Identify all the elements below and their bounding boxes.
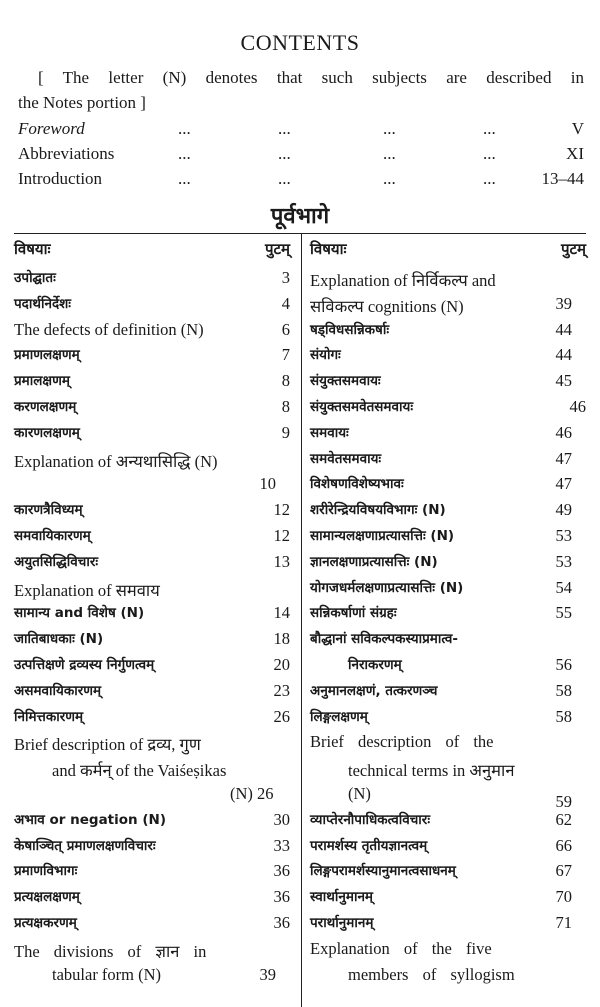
- toc-entry: परामर्शस्य तृतीयज्ञानत्वम् 66: [310, 835, 572, 855]
- toc-entry: कारणलक्षणम् 9: [14, 422, 290, 442]
- front-matter-foreword: Foreword ... ... ... ... V: [18, 119, 584, 138]
- toc-entry: अयुतसिद्धिविचारः 13: [14, 551, 290, 571]
- left-column-header: [14, 236, 290, 266]
- left-column: [14, 236, 290, 988]
- toc-entry: लिङ्गपरामर्शस्यानुमानत्वसाधनम् 67: [310, 861, 572, 881]
- toc-entry: परार्थानुमानम् 71: [310, 912, 572, 932]
- toc-entry: कारणत्रैविध्यम् 12: [14, 500, 290, 520]
- toc-entry: बौद्धानां सविकल्पकस्याप्रमात्व-: [310, 631, 459, 648]
- toc-entry: tabular form (N) 39: [52, 964, 276, 984]
- toc-entry: प्रत्यक्षकरणम् 36: [14, 912, 290, 932]
- toc-entry: सामान्यलक्षणाप्रत्यासत्तिः (N) 53: [310, 525, 572, 545]
- toc-entry: ज्ञानलक्षणाप्रत्यासत्तिः (N) 53: [310, 551, 572, 571]
- toc-entry: Explanation of the five: [310, 938, 492, 958]
- section-heading: पूर्वभागे: [270, 204, 330, 229]
- right-column: [310, 236, 586, 988]
- toc-entry: Brief description of द्रव्य, गुण: [14, 735, 201, 755]
- front-matter-label: Introduction: [18, 169, 103, 188]
- note-line-2: the Notes portion ]: [18, 93, 146, 112]
- table-top-rule: [14, 233, 586, 234]
- toc-entry: व्याप्तेरनौपाधिकत्वविचारः 62: [310, 809, 572, 829]
- front-matter-introduction: Introduction ... ... ... ... 13–44: [18, 169, 584, 188]
- toc-entry: प्रमाणविभागः 36: [14, 861, 290, 881]
- toc-entry: and कर्मन् of the Vaiśeṣikas: [52, 761, 227, 781]
- toc-entry: (N) 59: [348, 783, 572, 811]
- toc-entry: शरीरेन्द्रियविषयविभागः (N) 49: [310, 500, 572, 520]
- front-matter-abbreviations: Abbreviations ... ... ... ... XI: [18, 144, 584, 163]
- toc-entry: समवायिकारणम् 12: [14, 525, 290, 545]
- toc-entry: सविकल्प cognitions (N) 39: [310, 293, 572, 316]
- toc-entry: The divisions of ज्ञान in: [14, 941, 207, 961]
- front-matter-page: XI: [566, 144, 584, 163]
- note-line-1: [ The letter (N) denotes that such subjects are described in: [38, 68, 584, 87]
- toc-entry: जातिबाधकाः (N) 18: [14, 629, 290, 649]
- front-matter-label: Abbreviations: [18, 144, 115, 163]
- front-matter-page: 13–44: [541, 169, 584, 188]
- toc-entry: संयोगः 44: [310, 345, 572, 365]
- toc-entry: उपोद्घातः 3: [14, 268, 290, 287]
- subject-header: विषयाः: [310, 240, 347, 258]
- toc-entry: संयुक्तसमवायः 45: [310, 371, 572, 391]
- toc-entry: Explanation of समवाय: [14, 580, 160, 600]
- toc-entry: सामान्य and विशेष (N) 14: [14, 603, 290, 623]
- toc-entry: निराकरणम् 56: [348, 654, 572, 674]
- subject-header: विषयाः: [14, 240, 51, 258]
- toc-entry: केषाञ्चित् प्रमाणलक्षणविचारः 33: [14, 835, 290, 855]
- toc-entry: The defects of definition (N) 6: [14, 319, 290, 339]
- toc-entry: स्वार्थानुमानम् 70: [310, 887, 572, 907]
- toc-entry: 10: [259, 474, 276, 494]
- toc-entry: समवायः 46: [310, 422, 572, 442]
- toc-entry: पदार्थनिर्देशः 4: [14, 293, 290, 313]
- toc-entry: प्रत्यक्षलक्षणम् 36: [14, 887, 290, 907]
- toc-entry: अनुमानलक्षणं, तत्करणञ्च 58: [310, 680, 572, 700]
- toc-entry: Explanation of निर्विकल्प and: [310, 271, 496, 290]
- toc-entry: सन्निकर्षाणां संग्रहः 55: [310, 603, 572, 623]
- toc-entry: अभाव or negation (N) 30: [14, 809, 290, 829]
- front-matter-page: V: [571, 119, 584, 138]
- toc-entry: प्रमालक्षणम् 8: [14, 371, 290, 391]
- toc-entry: technical terms in अनुमान: [348, 761, 515, 781]
- front-matter-label: Foreword: [18, 119, 85, 138]
- toc-entry: विशेषणविशेष्यभावः 47: [310, 474, 572, 494]
- toc-entry: समवेतसमवायः 47: [310, 448, 572, 468]
- toc-entry: करणलक्षणम् 8: [14, 396, 290, 416]
- toc-entry: (N) 26: [230, 783, 274, 803]
- toc-entry: प्रमाणलक्षणम् 7: [14, 345, 290, 365]
- toc-entry: असमवायिकारणम् 23: [14, 680, 290, 700]
- page-title: CONTENTS: [240, 30, 360, 55]
- right-column-header: [310, 236, 586, 266]
- toc-entry: members of syllogism: [348, 964, 515, 984]
- page-header: पुटम्: [560, 240, 586, 258]
- toc-entry: षड्विधसन्निकर्षाः 44: [310, 319, 572, 339]
- toc-entry: लिङ्गलक्षणम् 58: [310, 706, 572, 726]
- toc-entry: निमित्तकारणम् 26: [14, 706, 290, 726]
- toc-entry: संयुक्तसमवेतसमवायः 46: [310, 396, 586, 416]
- toc-entry: उत्पत्तिक्षणे द्रव्यस्य निर्गुणत्वम् 20: [14, 654, 290, 674]
- toc-entry: योगजधर्मलक्षणाप्रत्यासत्तिः (N) 54: [310, 577, 572, 597]
- toc-entry: Explanation of अन्यथासिद्धि (N): [14, 451, 218, 471]
- page-header: पुटम्: [264, 240, 290, 258]
- column-divider: [301, 233, 302, 1007]
- toc-entry: Brief description of the: [310, 732, 494, 752]
